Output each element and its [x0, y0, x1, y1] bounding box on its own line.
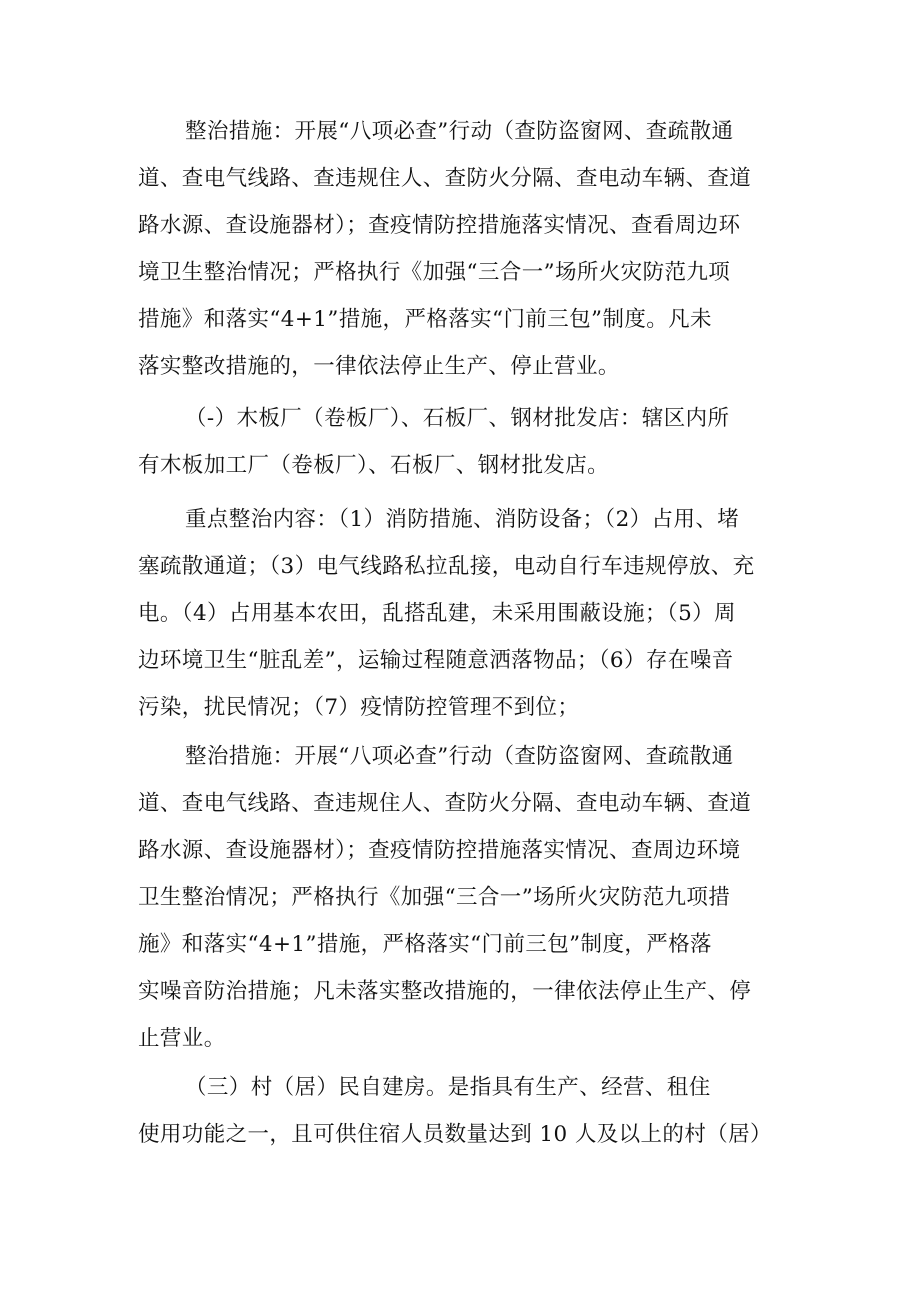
text-line: 实噪音防治措施；凡未落实整改措施的，一律依法停止生产、停	[138, 979, 752, 1004]
paragraph-rectification-measures-1	[138, 108, 794, 390]
paragraph-key-rectification-content	[138, 496, 794, 731]
text-line: 境卫生整治情况；严格执行《加强“三合一”场所火灾防范九项	[138, 260, 731, 285]
text-line: 止营业。	[138, 1026, 226, 1051]
text-line: 落实整改措施的，一律依法停止生产、停止营业。	[138, 354, 620, 379]
paragraph-section-village-self-built-houses	[138, 1064, 794, 1158]
text-line: 重点整治内容：（1）消防措施、消防设备；（2）占用、堵	[185, 507, 740, 532]
text-line: 道、查电气线路、查违规住人、查防火分隔、查电动车辆、查道	[138, 166, 752, 191]
paragraph-rectification-measures-2	[138, 733, 794, 1062]
text-line: 施》和落实“4+1”措施，严格落实“门前三包”制度，严格落	[138, 932, 712, 957]
text-line: 路水源、查设施器材）；查疫情防控措施落实情况、查看周边环	[138, 213, 741, 238]
text-line: 整治措施：开展“八项必查”行动（查防盗窗网、查疏散通	[185, 744, 734, 769]
text-line: 整治措施：开展“八项必查”行动（查防盗窗网、查疏散通	[185, 119, 734, 144]
text-line: 使用功能之一，且可供住宿人员数量达到 10 人及以上的村（居）	[138, 1122, 772, 1147]
text-line: 边环境卫生“脏乱差”，运输过程随意洒落物品；（6）存在噪音	[138, 648, 734, 673]
text-line: （-）木板厂（卷板厂）、石板厂、钢材批发店：辖区内所	[185, 406, 730, 431]
text-line: 措施》和落实“4+1”措施，严格落实“门前三包”制度。凡未	[138, 307, 712, 332]
text-line: 电。（4）占用基本农田，乱搭乱建，未采用围蔽设施；（5）周	[138, 601, 736, 626]
text-line: 卫生整治情况；严格执行《加强“三合一”场所火灾防范九项措	[138, 885, 731, 910]
text-line: （三）村（居）民自建房。是指具有生产、经营、租住	[185, 1075, 711, 1100]
text-line: 路水源、查设施器材）；查疫情防控措施落实情况、查周边环境	[138, 838, 741, 863]
text-line: 道、查电气线路、查违规住人、查防火分隔、查电动车辆、查道	[138, 791, 752, 816]
text-line: 塞疏散通道；（3）电气线路私拉乱接，电动自行车违规停放、充	[138, 554, 755, 579]
text-line: 有木板加工厂（卷板厂）、石板厂、钢材批发店。	[138, 453, 610, 478]
paragraph-section-wood-factories	[138, 395, 794, 489]
text-line: 污染，扰民情况；（7）疫情防控管理不到位；	[138, 695, 580, 720]
